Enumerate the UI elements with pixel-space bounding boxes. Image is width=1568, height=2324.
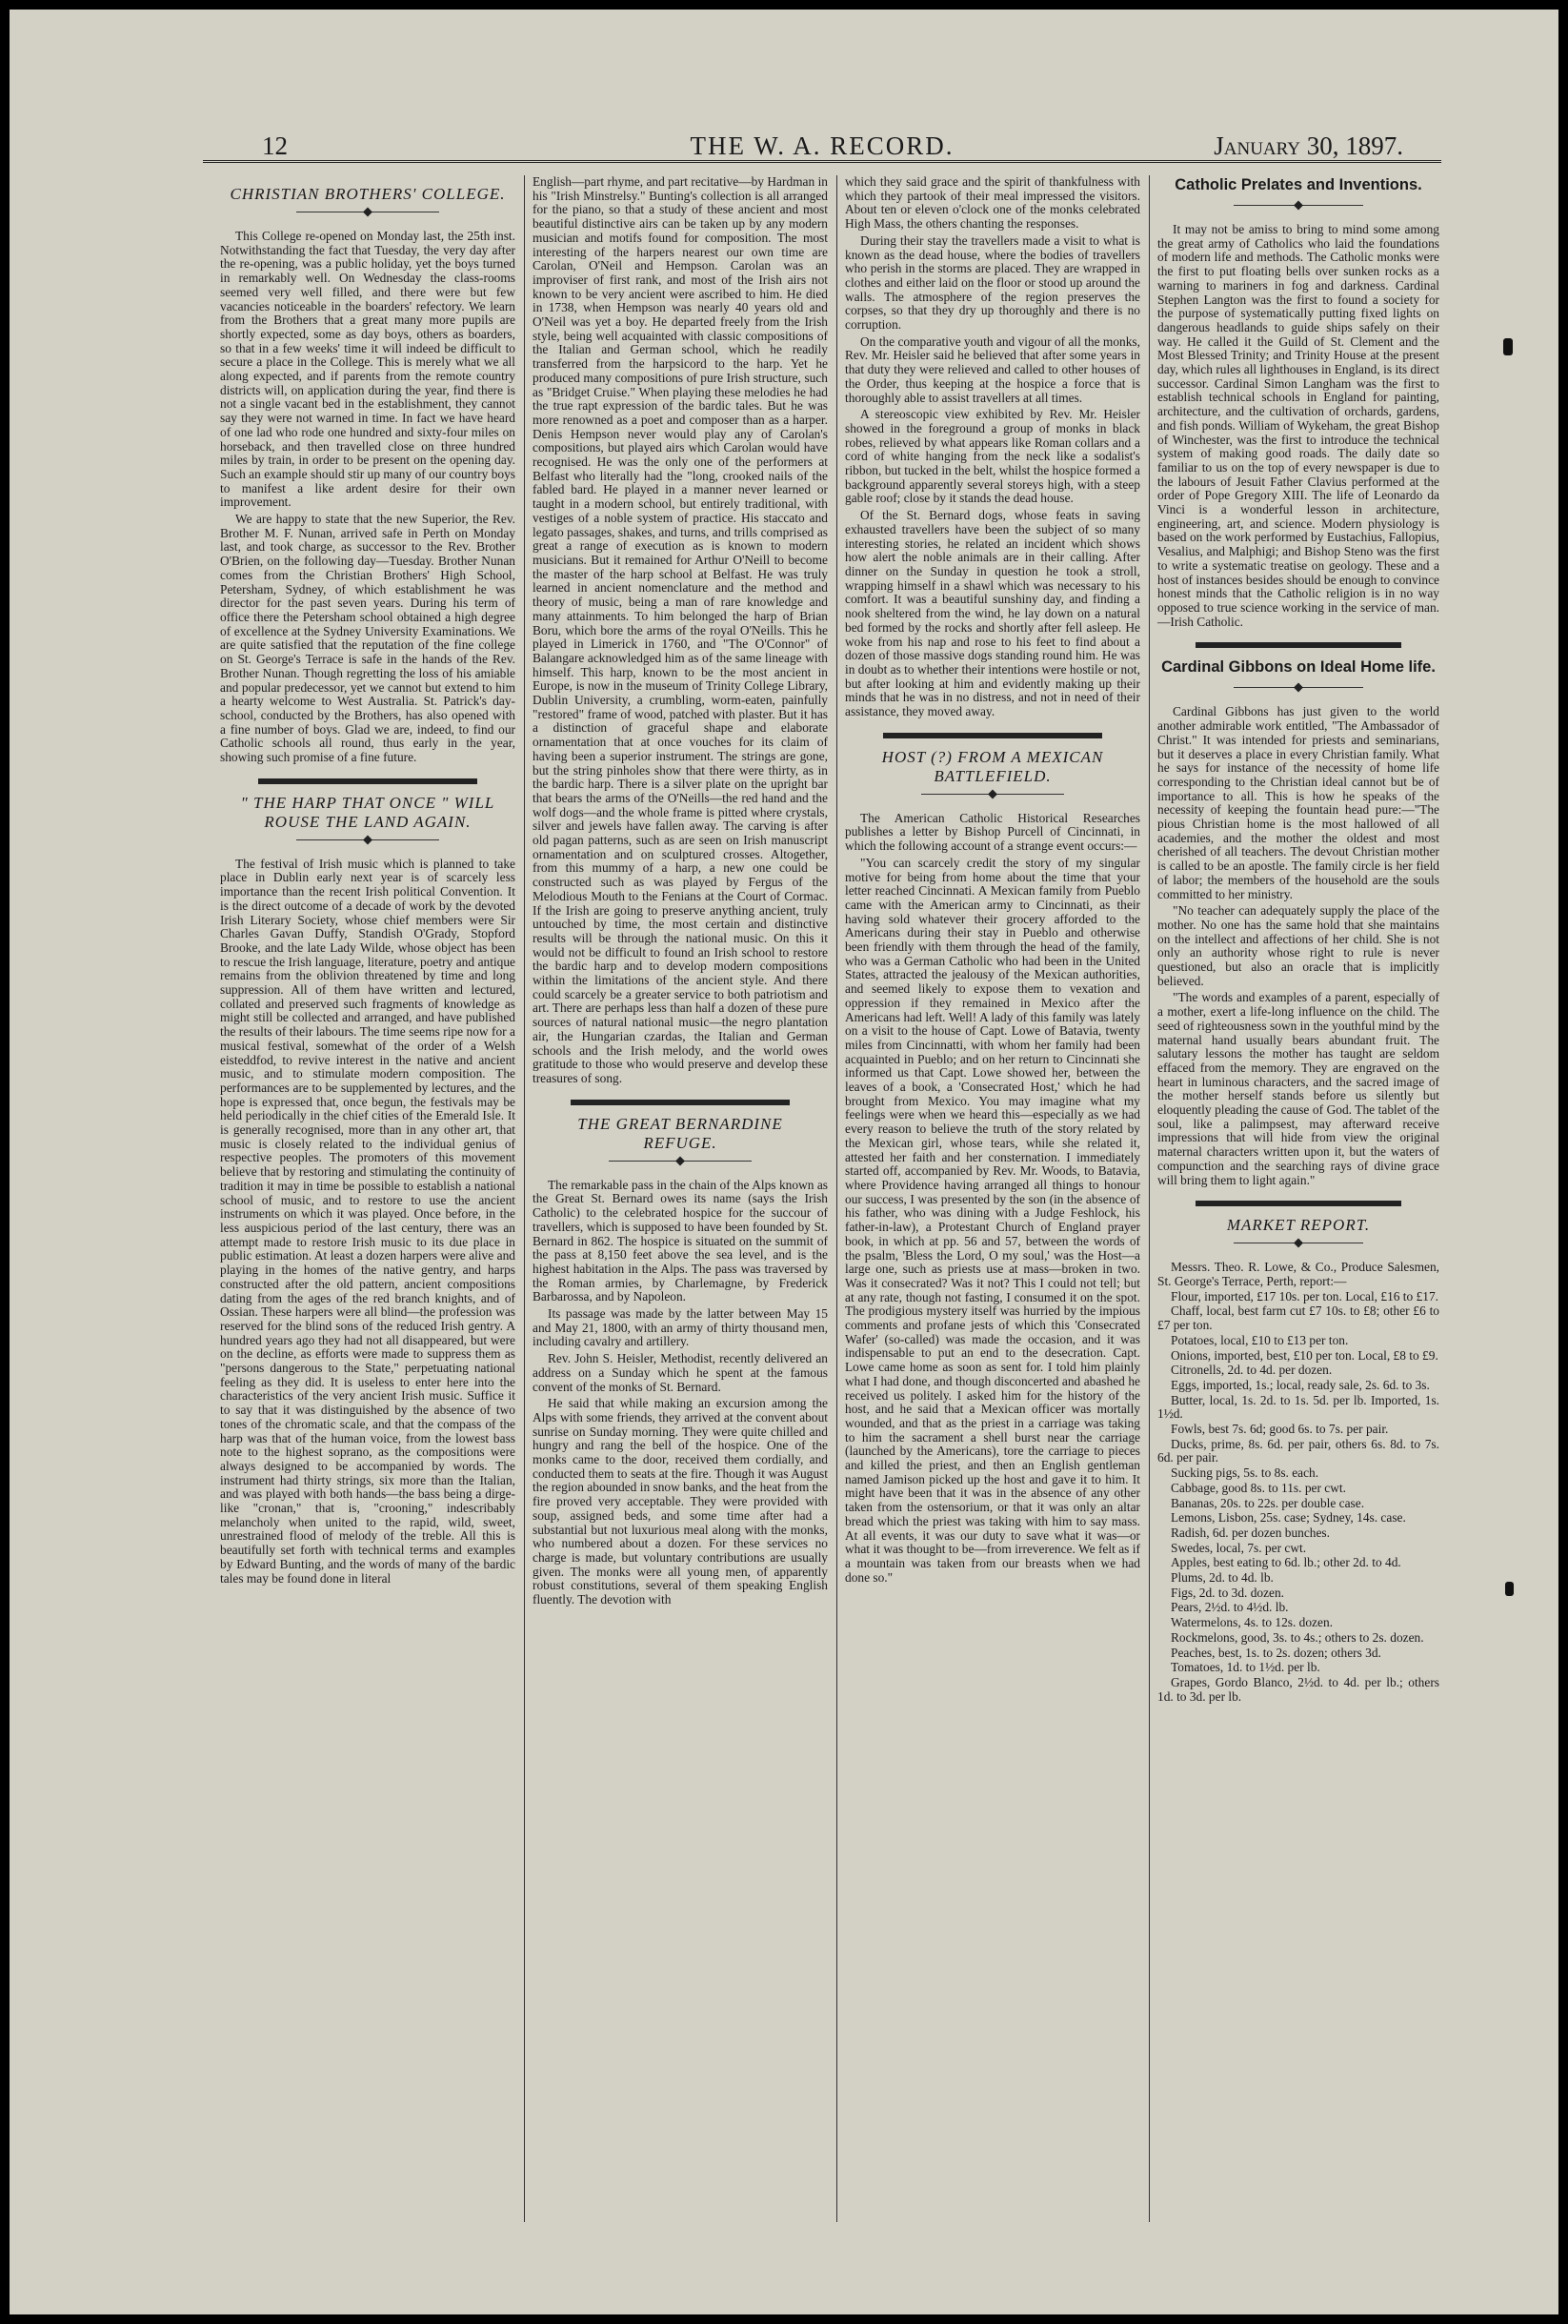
article-paragraph: The American Catholic Historical Researches publishes a letter by Bishop Purcell of Cincinnati, in which the following account of a strange event occurs:— <box>845 810 1140 854</box>
article-paragraph: It may not be amiss to bring to mind some among the great army of Catholics who laid the foundations of modern life and methods. The Catholic monks were the first to put floating bells over sunken rocks as a warning to mariners in fog and darkness. Cardinal Stephen Langton was the first to found a society for the purpose of systematically putting fixed lights on dangerous headlands to guide ships safely on their way. He called it the Guild of St. Clement and the Most Blessed Trinity; and Trinity House at the present day, which rules all lighthouses in England, is its direct successor. Cardinal Simon Langham was the first to establish technical schools in England for painting, architecture, and the cultivation of orchards, gardens, and fish ponds. William of Wykeham, the great Bishop of Winchester, was the first to introduce the technical system of making good roads. The daily date so familiar to us on the top of every newspaper is due to the labours of Jesuit Father Clavius performed at the order of Pope Gregory XIII. The life of Leonardo da Vinci is a wonderful lesson in architecture, engineering, art, and science. Modern physiology is based on the work performed by Eustachius, Fallopius, Vesalius, and Malphigi; and Bishop Steno was the first to write a systematic treatise on geology. These and a host of instances besides should be enough to convince honest minds that the Catholic religion is in no way opposed to true science working in the service of man.—Irish Catholic. <box>1157 222 1439 629</box>
market-line: Rockmelons, good, 3s. to 4s.; others to 2s. dozen. <box>1171 1629 1424 1645</box>
binding-hole-mark <box>1505 1582 1514 1596</box>
article-paragraph: We are happy to state that the new Superior, the Rev. Brother M. F. Nunan, arrived safe in Perth on Monday last, and took charge, as successor to the Rev. Brother O'Brien, on the following day—Tuesday. Brother Nunan comes from the Christian Brothers' High School, Petersham, Sydney, of which establishment he was director for the past seven years. During his term of office there the Petersham school obtained a high degree of excellence at the Sydney University Examinations. We are quite satisfied that the reputation of the fine college on St. George's Terrace is safe in the hands of the Rev. Brother Nunan. Though regretting the loss of his amiable and popular predecessor, yet we cannot but extend to him a hearty welcome to West Australia. St. Patrick's day-school, conducted by the Brothers, has also opened with a fine number of boys. Glad we are, indeed, to find our Catholic schools all round, thus early in the year, showing such promise of a fine future. <box>220 512 515 765</box>
article-heading: MARKET REPORT. <box>1226 1216 1371 1235</box>
market-line: Sucking pigs, 5s. to 8s. each. <box>1171 1465 1319 1481</box>
column-rule <box>524 175 525 2222</box>
market-line: Citronells, 2d. to 4d. per dozen. <box>1171 1363 1333 1378</box>
newspaper-page <box>10 10 1558 2314</box>
article-paragraph: A stereoscopic view exhibited by Rev. Mr. Heisler showed in the foreground a group of monks in black robes, relieved by what appears like Roman collars and a cord of white hanging from the neck like a sodalist's ribbon, but tucked in the belt, whilst the hospice formed a background apparently several storeys high, with a steep gable roof; close by it stands the dead house. <box>845 407 1140 506</box>
article-paragraph: On the comparative youth and vigour of all the monks, Rev. Mr. Heisler said he believed that after some years in that duty they were relieved and called to other houses of the Order, thus keeping at the hospice a force that is thoroughly able to assist travellers at all times. <box>845 333 1140 405</box>
article-paragraph: Of the St. Bernard dogs, whose feats in saving exhausted travellers have been the subject of so many interesting stories, he related an incident which shows how alert the noble animals are in their calling. After dinner on the Sunday in question he took a stroll, wrapping himself in a shawl which was necessary to his comfort. It was a beautiful sunshiny day, and finding a nook sheltered from the wind, he lay down on a natural bed formed by the rocks and shortly after fell asleep. He woke from his nap and rose to his feet to find about a dozen of those massive dogs standing round him. He was in doubt as to whether their intentions were hostile or not, but after looking at him and evidently making up their minds that he was in no distress, and not in need of their assistance, they moved away. <box>845 508 1140 719</box>
section-divider <box>1234 1243 1363 1253</box>
column-rule <box>836 175 837 2222</box>
publication-title: THE W. A. RECORD. <box>690 131 955 160</box>
article-heading: CHRISTIAN BROTHERS' COLLEGE. <box>230 185 506 203</box>
article-heading: THE GREAT BERNARDINE REFUGE. <box>577 1114 783 1152</box>
newspaper-sheet <box>203 116 1441 2222</box>
article-paragraph: "The words and examples of a parent, especially of a mother, exert a life-long influence on the child. The seed of righteousness sown in the youthful mind by the maternal hand usually bears abundant fruit. The salutary lessons the mother has taught are seldom effaced from the memory. They are engraved on the heart in luminous characters, and the sacred image of the mother herself stands before us silently but eloquently pleading the cause of God. The tablet of the soul, like a palimpsest, may afterward receive impressions that will hide from view the original maternal characters written upon it, but the waters of compunction and the searching rays of divine grace will bring them to light again." <box>1157 990 1439 1187</box>
section-divider <box>1196 642 1401 648</box>
article-paragraph: Rev. John S. Heisler, Methodist, recently delivered an address on a Sunday which he spent at the famous convent of the monks of St. Bernard. <box>533 1351 828 1394</box>
column-3 <box>845 175 1140 2222</box>
market-line: Bananas, 20s. to 22s. per double case. <box>1171 1495 1365 1510</box>
market-line: Figs, 2d. to 3d. dozen. <box>1171 1585 1285 1600</box>
article-paragraph: "No teacher can adequately supply the place of the mother. No one has the same hold that she maintains on the intellect and affections of her child. She is not only an authority whose right to rule is never questioned, but also an oracle that is implicitly believed. <box>1157 903 1439 988</box>
section-divider <box>571 1100 790 1105</box>
market-line: Fowls, best 7s. 6d; good 6s. to 7s. per pair. <box>1171 1422 1389 1437</box>
article-paragraph: English—part rhyme, and part recitative—by Hardman in his "Irish Minstrelsy." Bunting's collection is all arranged for the piano, so that a study of these ancient and most beautiful distinctive airs can be taken up by any modern musician and motifs found for composition. The most interesting of the harpers nearest our own time are Carolan, O'Neil and Hempson. Carolan was an improviser of first rank, and most of the Irish airs not known to be very ancient were ascribed to him. He died in 1738, when Hempson was nearly 40 years old and O'Neil was yet a boy. He departed freely from the Irish style, being well acquainted with classic compositions of the Italian and German school, which he readily transferred from the harpsicord to the harp. Yet he produced many compositions of pure Irish structure, such as "Bridget Cruise." When playing these melodies he had the true rapt expression of the bardic tales. But he was more renowned as a poet and composer than as a harper. Denis Hempson never would play any of Carolan's compositions, but played airs which Carolan would have recognised. He was the only one of the performers at Belfast who literally had the "long, crooked nails of the fabled bard. He played in a manner never learned or taught in a modern school, but entirely traditional, with vestiges of a noble system of practice. His staccato and legato passages, shakes, and turns, and trills comprised as great a range of execution as is known to modern musicians. But it remained for Arthur O'Neill to become the master of the harp school at Belfast. He was truly learned in ancient nomenclature and the method and theory of music, being a man of rare knowledge and many attainments. To him belonged the harp of Brian Boru, which bore the arms of the royal O'Neills. This he played in Limerick in 1760, and "The O'Connor" of Balangare acknowledged him as of the same lineage with himself. This harp, known to be the most ancient in Europe, is now in the museum of Trinity College Library, Dublin University, a crumbling, worm-eaten, painfully "restored" frame of wood, patched with plaster. But it has a distinction of graceful shape and elaborate ornamentation that at once vouches for its claim of having been a superior instrument. The strings are gone, but the string pinholes show that there were thirty, as in the bardic harp. There is a silver plate on the upright bar that bears the arms of the O'Neills—the red hand and the wolf dogs—and the whole frame is pitted where crystals, silver and jewels have fallen away. The carving is after old pagan patterns, such as are seen on Irish manuscript ornamentation and on sculptured crosses. Altogether, from this mummy of a harp, a new one could be constructed such as was played by Fergus of the Melodious Mouth to the Fenians at the Court of Cormac. If the Irish are going to preserve anything ancient, truly untouched by time, the most certain and distinctive results will be through the national music. On this it would not be difficult to found an Irish school to restore the bardic harp and to develop modern compositions within the limitations of the ancient style. And there could scarcely be a greater service to both patriotism and art. There are perhaps less than half a dozen of these pure sources of natural national music—the negro plantation air, the Hungarian czardas, the Italian and German schools and the Irish melody, and the world owes gratitude to those who would preserve and develop these treasures of song. <box>533 174 828 1085</box>
market-line: Peaches, best, 1s. to 2s. dozen; others 3d. <box>1171 1645 1381 1660</box>
article-heading: " THE HARP THAT ONCE " WILL ROUSE THE LAND AGAIN. <box>240 793 495 831</box>
issue-date: January 30, 1897. <box>1214 131 1403 160</box>
market-line: Eggs, imported, 1s.; local, ready sale, 2s. 6d. to 3s. <box>1171 1377 1430 1392</box>
market-line: Ducks, prime, 8s. 6d. per pair, others 6s. 8d. to 7s. 6d. per pair. <box>1157 1436 1439 1465</box>
section-divider <box>1234 205 1363 215</box>
section-divider <box>609 1161 752 1171</box>
article-paragraph: Its passage was made by the latter between May 15 and May 21, 1800, with an army of thirty thousand men, including cavalry and artillery. <box>533 1306 828 1349</box>
section-divider <box>1196 1201 1401 1206</box>
section-divider <box>258 778 477 784</box>
market-line: Tomatoes, 1d. to 1½d. per lb. <box>1171 1660 1320 1675</box>
article-paragraph: Cardinal Gibbons has just given to the world another admirable work entitled, "The Ambassador of Christ." It was intended for priests and seminarians, but it deserves a place in every Christian family. What he says for instance of the necessity of home life corresponding to the Christian ideal cannot but be of importance to all. This is how he speaks of the necessity of keeping the fountain head pure:—"The pious Christian home is the most hallowed of all academies, and the mother the oldest and most cherished of all teachers. The devout Christian mother is called to be an apostle. The family circle is her field of labor; the members of the household are the souls committed to her ministry. <box>1157 704 1439 901</box>
page-number: 12 <box>262 131 288 160</box>
article-heading: Cardinal Gibbons on Ideal Home life. <box>1161 658 1436 677</box>
article-paragraph: During their stay the travellers made a visit to what is known as the dead house, where the bodies of travellers who perish in the storms are placed. They are wrapped in clothes and either laid on the floor or stood up around the walls. The atmosphere of the region preserves the corpses, so that they dry up thoroughly and there is no corruption. <box>845 232 1140 333</box>
market-line: Watermelons, 4s. to 12s. dozen. <box>1171 1615 1333 1630</box>
article-paragraph: He said that while making an excursion among the Alps with some friends, they arrived at the convent about sunrise on Sunday morning. They were quite chilled and hungry and rang the bell of the hospice. One of the monks came to the door, received them cordially, and conducted them to seats at the fire. Though it was August the region abounded in snow banks, and the heat from the fire proved very acceptable. They were provided with soup, assigned beds, and some time after had a substantial but not luxurious meal along with the monks, who numbered about a dozen. For these services no charge is made, but voluntary contributions are usually given. The monks were all young men, of apparently robust constitutions, several of them speaking English fluently. The devotion with <box>533 1396 828 1607</box>
section-divider <box>296 839 439 850</box>
article-paragraph: This College re-opened on Monday last, the 25th inst. Notwithstanding the fact that Tuesday, the very day after the re-opening, was a public holiday, yet the boys turned in remarkably well. On Wednesday the class-rooms seemed very well filled, and there were but few vacancies noticeable in the boarders' refectory. We learn from the Brothers that a great many more pupils are shortly expected, some as day boys, others as boarders, so that in a few weeks' time it will indeed be difficult to secure a place in the College. This is merely what we all along expected, and if parents from the remote country districts will, on application during the year, find there is not a single vacant bed in the establishment, they cannot say they were not warned in time. In fact we have heard of one lad who rode one hundred and sixty-four miles on horseback, and then travelled close on three hundred miles by train, in order to be present on the opening day. Such an example should stir up many of our country boys to manifest a like ardent desire for their own improvement. <box>220 229 515 510</box>
market-report-list <box>1157 1261 1439 1704</box>
market-line: Plums, 2d. to 4d. lb. <box>1171 1570 1274 1586</box>
article-paragraph: which they said grace and the spirit of thankfulness with which they partook of their meal impressed the visitors. About ten or eleven o'clock one of the monks celebrated High Mass, the others chanting the responses. <box>845 174 1140 232</box>
market-line: Flour, imported, £17 10s. per ton. Local, £16 to £17. <box>1171 1288 1439 1303</box>
article-heading: HOST (?) FROM A MEXICAN BATTLEFIELD. <box>881 747 1104 785</box>
market-line: Messrs. Theo. R. Lowe, & Co., Produce Salesmen, St. George's Terrace, Perth, report:— <box>1157 1260 1439 1288</box>
section-divider <box>883 733 1102 738</box>
market-line: Cabbage, good 8s. to 11s. per cwt. <box>1171 1480 1346 1495</box>
masthead <box>203 116 1441 163</box>
market-line: Grapes, Gordo Blanco, 2½d. to 4d. per lb.; others 1d. to 3d. per lb. <box>1157 1674 1439 1704</box>
market-line: Swedes, local, 7s. per cwt. <box>1171 1540 1307 1555</box>
article-paragraph: "You can scarcely credit the story of my singular motive for being from home about the time that your letter reached Cincinnati. A Mexican family from Pueblo came with the American army to Cincinnati, as their having sold whatever their grocery afforded to the Americans during their stay in Pueblo and otherwise been friendly with them through the head of the family, who was a German Catholic who had been in the United States, attracted the jealousy of the Mexican authorities, and seemed likely to expose them to vexation and oppression if they remained in Mexico after the Americans had left. Well! A lady of this family was lately on a visit to the house of Capt. Lowe of Batavia, twenty miles from Cincinnatti, with whom her family had been acquainted in Pueblo; and on her return to Cincinnati she informed us that Capt. Lowe showed her, between the leaves of a book, a 'Consecrated Host,' which he had brought from Mexico. You may imagine what my feelings were when we heard this—especially as we had every reason to believe the truth of the story related by the Mexican girl, whose tears, while she related it, attested her faith and her consternation. I immediately started off, accompanied by Rev. Mr. Woods, to Batavia, where Providence having arranged all things to honour our success, I was presented by the son (in the absence of his father, who was dining with a Judge Feshlock, his father-in-law), a Protestant Church of England prayer book, in which at pp. 56 and 57, between the words of the psalm, 'Bless the Lord, O my soul,' was the Host—a large one, such as priests use at mass—broken in two. Was it consecrated? Was it not? This I could not tell; but at any rate, though not fasting, I consumed it on the spot. The prodigious mystery itself was hurried by the impious comments and profane jests of which this 'Consecrated Wafer' (so-called) was made the occasion, and it was indispensable to put an end to the desecration. Capt. Lowe came home as soon as sent for. I told him plainly what I had done, and though disconcerted and abashed he received us politely. I asked him for the history of the host, and he said that a Mexican officer was mortally wounded, and that as the priest in a carriage was taking to him the sacrament a shell burst near the carriage (launched by the Americans), tore the carriage to pieces and killed the priest, and then an English gentleman named Jamison picked up the host and gave it to him. It might have been that it was in the absence of any other taken from the ostensorium, or that it was only an altar bread which the priest was taking with him to say mass. At all events, it was our duty to save what it was—or what it was thought to be—from irreverence. We felt as if a mountain was taken from our breasts when we had done so." <box>845 855 1140 1585</box>
market-line: Pears, 2½d. to 4½d. lb. <box>1171 1600 1289 1615</box>
market-line: Chaff, local, best farm cut £7 10s. to £8; other £6 to £7 per ton. <box>1157 1303 1439 1333</box>
market-line: Potatoes, local, £10 to £13 per ton. <box>1171 1332 1349 1347</box>
section-divider <box>296 212 439 222</box>
market-line: Onions, imported, best, £10 per ton. Local, £8 to £9. <box>1171 1347 1438 1363</box>
binding-hole-mark <box>1503 338 1513 355</box>
section-divider <box>1234 687 1363 697</box>
column-rule <box>1149 175 1150 2222</box>
market-line: Lemons, Lisbon, 25s. case; Sydney, 14s. case. <box>1171 1510 1406 1526</box>
section-divider <box>921 794 1064 804</box>
column-2 <box>533 175 828 2222</box>
article-paragraph: The remarkable pass in the chain of the Alps known as the Great St. Bernard owes its name (says the Irish Catholic) to the celebrated hospice for the succour of travellers, which is supposed to have been founded by St. Bernard in 862. The hospice is situated on the summit of the pass at 8,150 feet above the sea level, and is the highest habitation in the Alps. The pass was traversed by the Roman armies, by Charlemagne, by Frederick Barbarossa, and by Napoleon. <box>533 1177 828 1304</box>
article-paragraph: The festival of Irish music which is planned to take place in Dublin early next year is of scarcely less importance than the recent Irish political Convention. It is the direct outcome of a decade of work by the devoted Irish Literary Society, whose chief members were Sir Charles Gavan Duffy, Standish O'Grady, Stopford Brooke, and the late Lady Wilde, whose object has been to rescue the Irish language, literature, poetry and antique remains from the oblivion threatened by time and long suppression. All of them have written and lectured, collated and preserved such fragments of knowledge as might still be collected and arranged, and have published the results of their labours. The time seems ripe now for a musical festival, somewhat of the order of a Welsh eisteddfod, to revive interest in the native and ancient music, and to stimulate modern composition. The performances are to be supplemented by lectures, and the hope is expressed that, once begun, the festivals may be held periodically in the chief cities of the Emerald Isle. It is generally recognised, more than in any other art, that music is closely related to the individual genius of respective peoples. The promoters of this movement believe that by restoring and stimulating the continuity of tradition it may in time be possible to establish a national school of music, and to restore to use the ancient instruments on which it was played. Once before, in the less auspicious period of the last century, there was an attempt made to restore Irish music to its due place in public estimation. At least a dozen harpers were alive and playing in the homes of the native gentry, and harps constructed after the old pattern, ancient compositions dating from the ages of the red branch knights, and of Ossian. These harpers were all blind—the profession was reserved for the blind sons of the reduced Irish gentry. A hundred years ago they had not all disappeared, but were on the decline, as efforts were made to suppress them as "persons dangerous to the State," perpetuating national feeling as they did. It is useless to enter here into the characteristics of the very ancient Irish music. Suffice it to say that it was distinguished by the absence of two tones of the chromatic scale, and that the compass of the harp was that of the human voice, from the lowest bass note to the highest soprano, as the compositions were always designed to be accompanied by words. The instrument had thirty strings, six more than the Italian, and was played with both hands—the bass being a dirge-like "cronan," that is, "crooning," indescribably melancholy when united to the rapid, wild, sweet, unrestrained flood of melody of the treble. All this is beautifully set forth with technical terms and examples by Edward Bunting, and the words of many of the bardic tales may be found done in literal <box>220 856 515 1586</box>
market-line: Butter, local, 1s. 2d. to 1s. 5d. per lb. Imported, 1s. 1½d. <box>1157 1392 1439 1422</box>
market-line: Apples, best eating to 6d. lb.; other 2d. to 4d. <box>1171 1555 1401 1570</box>
column-4 <box>1157 175 1439 2222</box>
article-heading: Catholic Prelates and Inventions. <box>1175 176 1422 193</box>
column-1 <box>220 175 515 2222</box>
market-line: Radish, 6d. per dozen bunches. <box>1171 1525 1330 1540</box>
